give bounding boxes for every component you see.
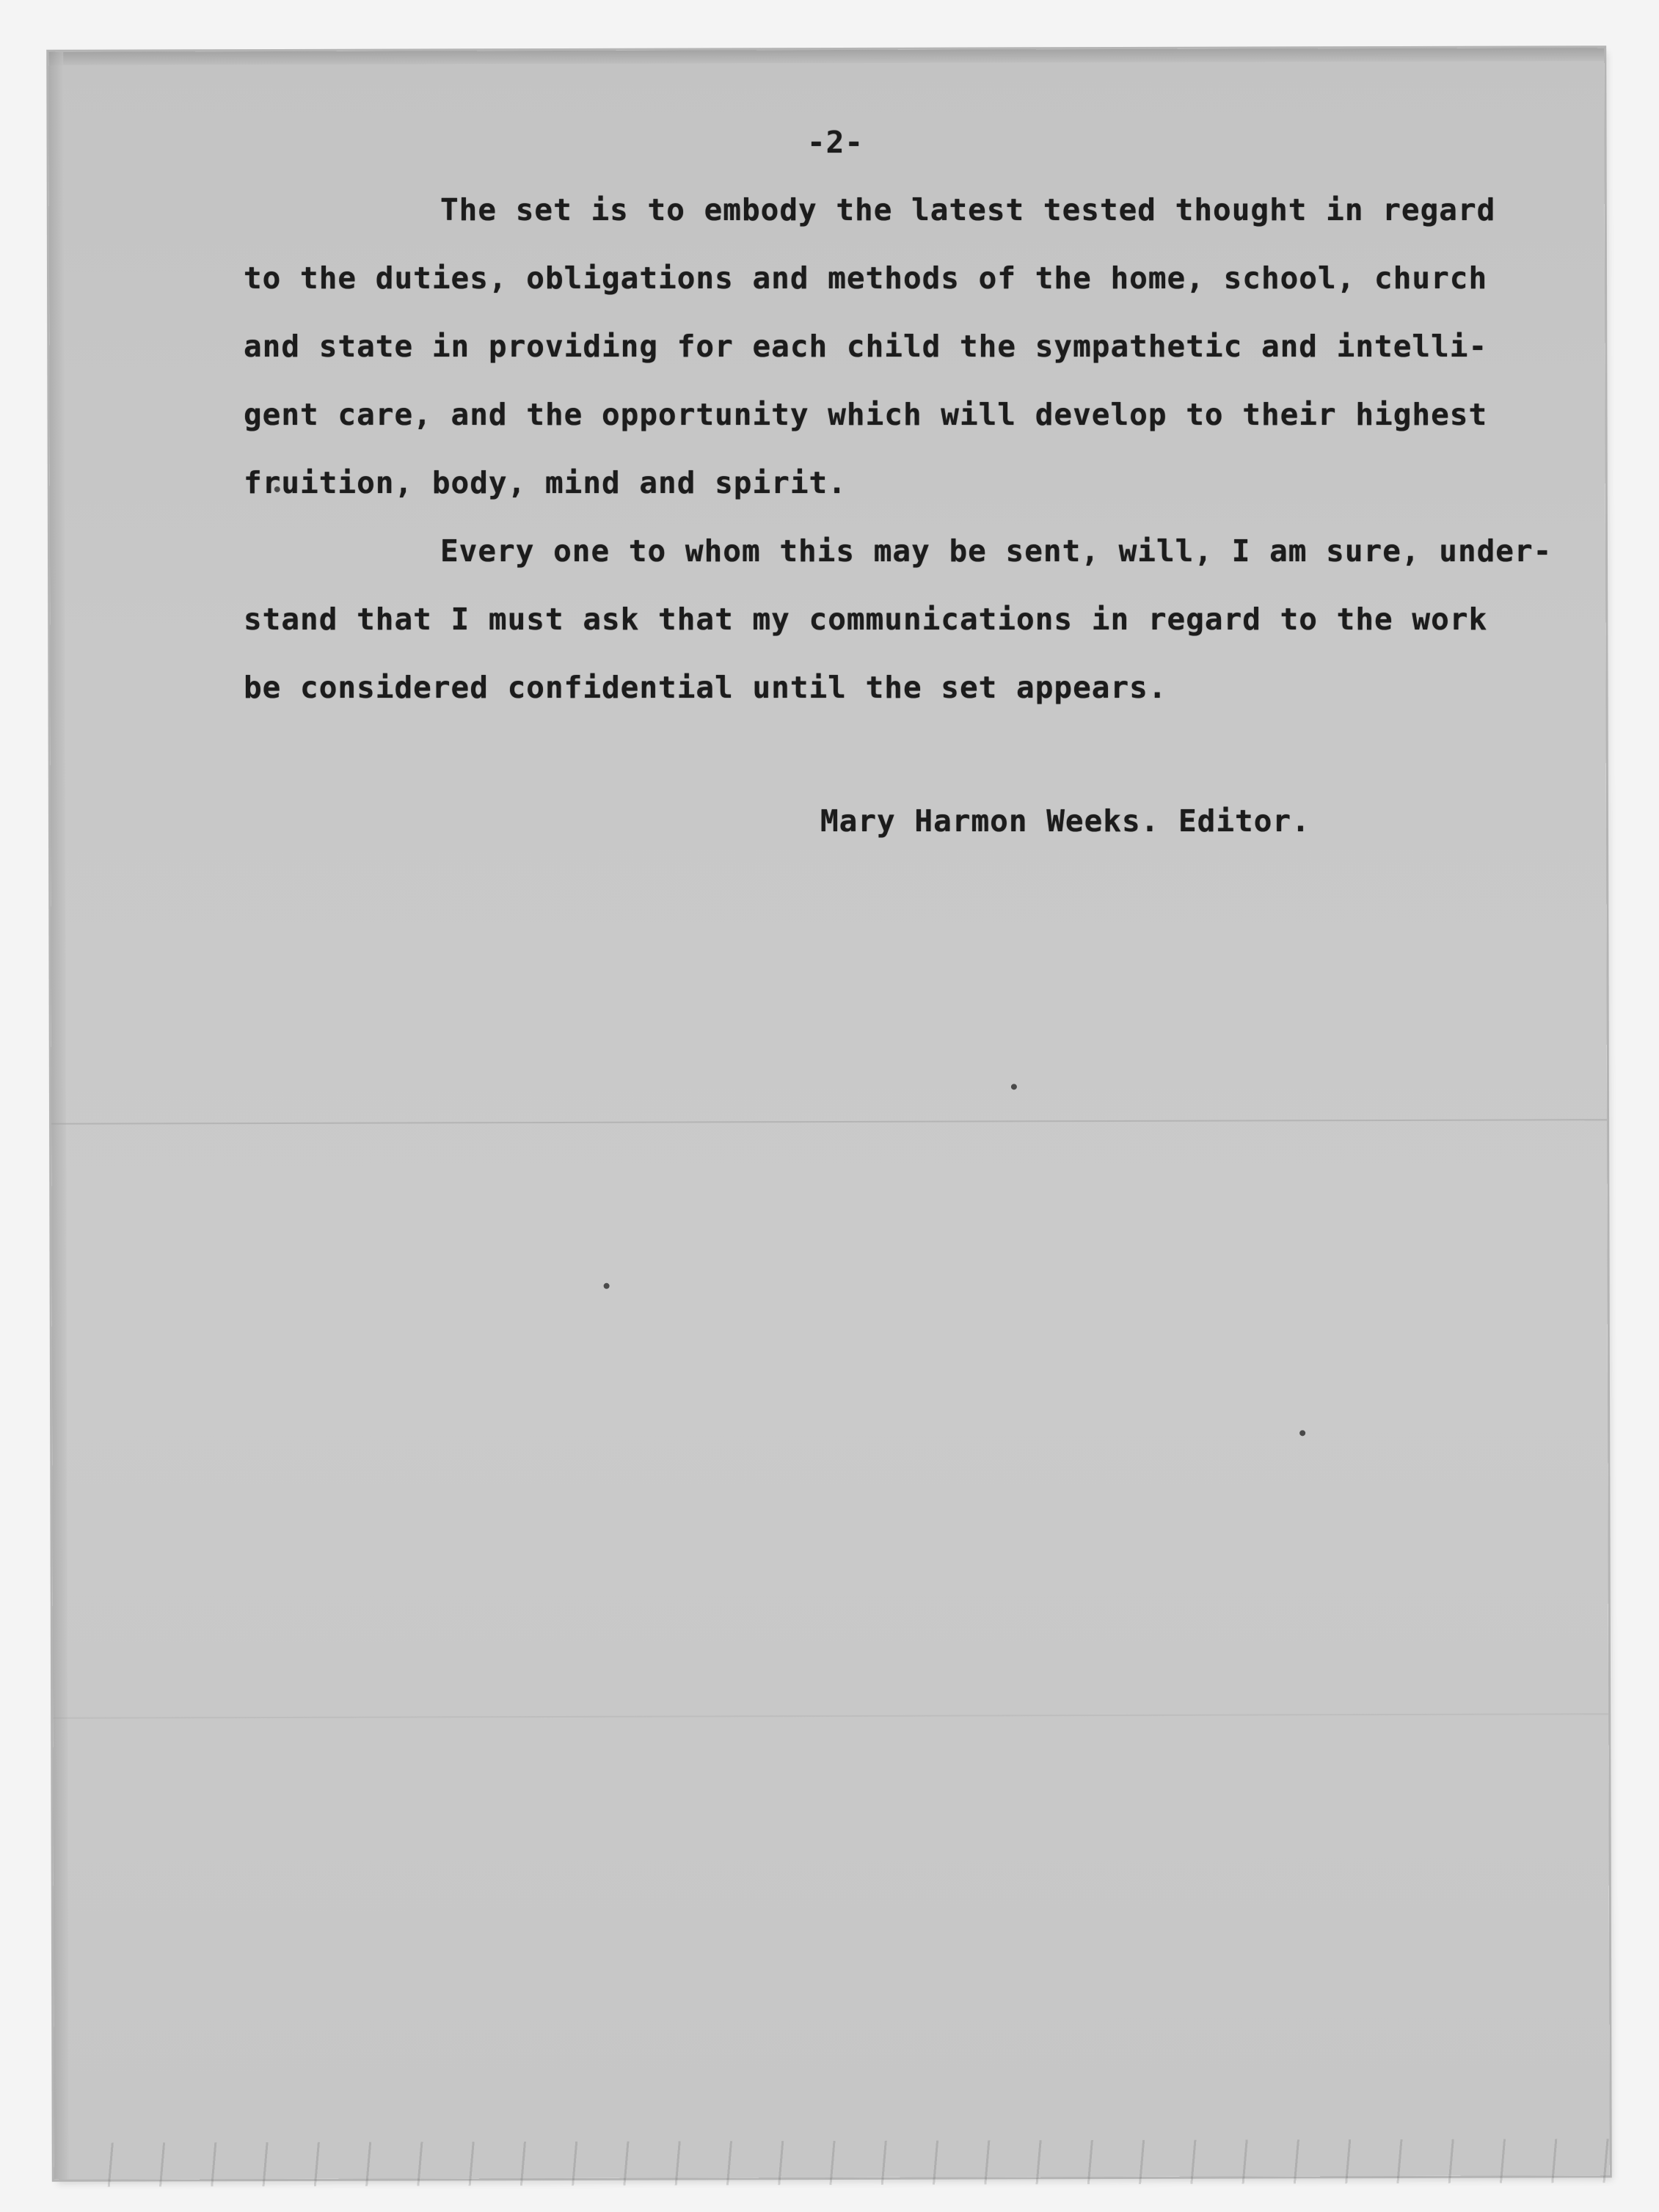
ink-speck [1011, 1084, 1017, 1089]
signature: Mary Harmon Weeks. Editor. [820, 803, 1310, 839]
fold-line [51, 1119, 1607, 1125]
paragraph-1-line-1: The set is to embody the latest tested thought in regard [440, 192, 1496, 227]
paragraph-2-line-3: be considered confidential until the set appears. [244, 670, 1167, 705]
paragraph-1-line-2: to the duties, obligations and methods of the home, school, church [244, 260, 1488, 296]
ink-speck [1299, 1430, 1305, 1436]
paper-left-edge [48, 52, 69, 2180]
paragraph-2-line-1: Every one to whom this may be sent, will, I am sure, under- [440, 533, 1553, 569]
fold-line [53, 1713, 1608, 1719]
paragraph-2-line-2: stand that I must ask that my communications in regard to the work [244, 602, 1488, 637]
page-number: -2- [807, 125, 864, 160]
paragraph-1-line-5: fruition, body, mind and spirit. [244, 465, 847, 500]
paragraph-1-line-4: gent care, and the opportunity which will develop to their highest [244, 397, 1488, 432]
bottom-pencil-marks [84, 2139, 1625, 2186]
document-page [48, 48, 1610, 2180]
paper-top-edge [48, 48, 1604, 65]
paragraph-1-line-3: and state in providing for each child the sympathetic and intelli- [244, 329, 1488, 364]
ink-speck [604, 1283, 610, 1289]
